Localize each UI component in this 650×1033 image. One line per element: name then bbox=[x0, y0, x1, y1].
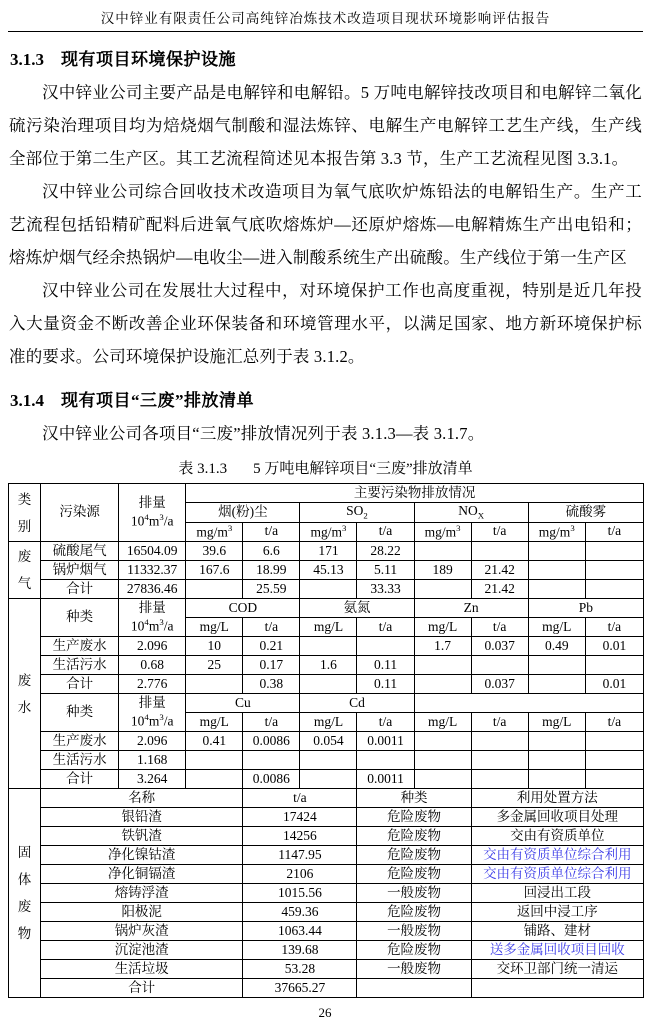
section-title: 现有项目“三废”排放清单 bbox=[61, 391, 254, 410]
table-cell bbox=[300, 675, 357, 694]
group-ammonia: 氨氮 bbox=[300, 599, 414, 618]
table-cell bbox=[528, 770, 585, 789]
table-cell: 5.11 bbox=[357, 561, 414, 580]
table-cell: 铺路、建材 bbox=[471, 922, 643, 941]
table-cell: 1.6 bbox=[300, 656, 357, 675]
section-heading-3-1-3 bbox=[10, 45, 643, 70]
table-cell: 0.037 bbox=[471, 675, 528, 694]
table-row bbox=[9, 979, 644, 998]
table-cell bbox=[300, 637, 357, 656]
table-cell bbox=[585, 542, 643, 561]
table-cell: 171 bbox=[300, 542, 357, 561]
table-cell: mg/L bbox=[414, 618, 471, 637]
table-caption-label: 表 3.1.3 bbox=[178, 461, 228, 477]
table-cell: $mg/m^3$ bbox=[414, 522, 471, 541]
table-row bbox=[9, 694, 644, 713]
table-cell: 沉淀池渣 bbox=[41, 941, 243, 960]
table-cell: 1063.44 bbox=[243, 922, 357, 941]
table-row bbox=[9, 656, 644, 675]
table-cell: 0.68 bbox=[119, 656, 186, 675]
table-cell: 生产废水 bbox=[41, 637, 119, 656]
table-cell: 危险废物 bbox=[357, 827, 471, 846]
table-cell: 合计 bbox=[41, 580, 119, 599]
table-cell: 0.01 bbox=[585, 675, 643, 694]
table-cell: 送多金属回收项目回收 bbox=[471, 941, 643, 960]
table-cell: 2.776 bbox=[119, 675, 186, 694]
group-zn: Zn bbox=[414, 599, 528, 618]
table-cell: 28.22 bbox=[357, 542, 414, 561]
paragraph: 汉中锌业公司综合回收技术改造项目为氧气底吹炉炼铅法的电解铅生产。生产工艺流程包括铅精矿配料后进氧气底吹熔炼炉—还原炉熔炼—电解精炼生产出电铅和；熔炼炉烟气经余热锅炉—电收尘—进入制酸系统生产出硫酸。生产线位于第一生产区 bbox=[9, 182, 642, 267]
table-cell bbox=[528, 542, 585, 561]
table-row bbox=[9, 922, 644, 941]
table-cell: 53.28 bbox=[243, 960, 357, 979]
table-cell: 生产废水 bbox=[41, 732, 119, 751]
table-row bbox=[9, 599, 644, 618]
table-cell: 0.037 bbox=[471, 637, 528, 656]
table-cell: 生活污水 bbox=[41, 656, 119, 675]
table-cell: 阳极泥 bbox=[41, 903, 243, 922]
table-caption-text: 5 万吨电解锌项目“三废”排放清单 bbox=[253, 461, 473, 477]
table-cell: 合计 bbox=[41, 770, 119, 789]
table-cell: 危险废物 bbox=[357, 808, 471, 827]
table-cell: 11332.37 bbox=[119, 561, 186, 580]
table-cell: 0.054 bbox=[300, 732, 357, 751]
table-cell: 1147.95 bbox=[243, 846, 357, 865]
table-cell: 17424 bbox=[243, 808, 357, 827]
paragraph: 汉中锌业公司各项目“三废”排放情况列于表 3.1.3—表 3.1.7。 bbox=[42, 424, 485, 443]
table-cell: 167.6 bbox=[186, 561, 243, 580]
table-cell bbox=[300, 751, 357, 770]
table-cell: 1.7 bbox=[414, 637, 471, 656]
table-row bbox=[9, 637, 644, 656]
table-cell: 139.68 bbox=[243, 941, 357, 960]
table-cell bbox=[585, 580, 643, 599]
table-cell bbox=[471, 656, 528, 675]
header-divider bbox=[8, 31, 643, 32]
section-number: 3.1.3 bbox=[10, 50, 44, 69]
section-title: 现有项目环境保护设施 bbox=[61, 50, 236, 69]
table-cell bbox=[186, 770, 243, 789]
category-waste-water: 废 水 bbox=[9, 599, 41, 789]
table-cell: 多金属回收项目处理 bbox=[471, 808, 643, 827]
table-cell: 21.42 bbox=[471, 561, 528, 580]
table-cell: 2106 bbox=[243, 865, 357, 884]
table-cell: 一般废物 bbox=[357, 884, 471, 903]
table-row bbox=[9, 846, 644, 865]
table-cell: 0.17 bbox=[243, 656, 300, 675]
table-cell: 33.33 bbox=[357, 580, 414, 599]
table-cell bbox=[357, 637, 414, 656]
table-cell bbox=[528, 732, 585, 751]
table-cell bbox=[414, 694, 643, 713]
table-cell: 种类 bbox=[357, 789, 471, 808]
table-cell: 0.0011 bbox=[357, 732, 414, 751]
table-row bbox=[9, 903, 644, 922]
table-row bbox=[9, 770, 644, 789]
table-cell bbox=[357, 979, 471, 998]
table-cell bbox=[471, 770, 528, 789]
table-cell bbox=[243, 751, 300, 770]
table-cell: t/a bbox=[357, 618, 414, 637]
category-solid-waste: 固 体 废 物 bbox=[9, 789, 41, 998]
table-cell: t/a bbox=[357, 522, 414, 541]
table-cell bbox=[528, 561, 585, 580]
table-cell bbox=[528, 656, 585, 675]
table-cell: 2.096 bbox=[119, 732, 186, 751]
table-cell bbox=[528, 751, 585, 770]
group-acid-mist: 硫酸雾 bbox=[528, 503, 643, 523]
table-cell: 0.0086 bbox=[243, 770, 300, 789]
table-cell: 银铅渣 bbox=[41, 808, 243, 827]
table-cell bbox=[300, 770, 357, 789]
table-cell bbox=[585, 561, 643, 580]
table-cell: mg/L bbox=[414, 713, 471, 732]
table-row bbox=[9, 675, 644, 694]
table-cell bbox=[414, 675, 471, 694]
table-cell bbox=[528, 580, 585, 599]
table-cell: 铁钒渣 bbox=[41, 827, 243, 846]
table-cell: t/a bbox=[471, 713, 528, 732]
table-cell: 1015.56 bbox=[243, 884, 357, 903]
table-cell: 回浸出工段 bbox=[471, 884, 643, 903]
table-cell: 18.99 bbox=[243, 561, 300, 580]
table-cell: 一般废物 bbox=[357, 960, 471, 979]
table-cell: 名称 bbox=[41, 789, 243, 808]
table-cell bbox=[585, 656, 643, 675]
table-cell bbox=[414, 770, 471, 789]
table-cell: 净化镍钴渣 bbox=[41, 846, 243, 865]
table-row bbox=[9, 808, 644, 827]
table-cell: t/a bbox=[585, 713, 643, 732]
table-cell: mg/L bbox=[300, 618, 357, 637]
table-cell: t/a bbox=[471, 618, 528, 637]
table-cell: 1.168 bbox=[119, 751, 186, 770]
table-cell: 3.264 bbox=[119, 770, 186, 789]
col-header-volume: 排量 $10^4m^3/a$ bbox=[119, 484, 186, 542]
table-cell: 交由有资质单位综合利用 bbox=[471, 846, 643, 865]
table-cell: $mg/m^3$ bbox=[186, 522, 243, 541]
table-cell: 交由有资质单位综合利用 bbox=[471, 865, 643, 884]
table-cell: 459.36 bbox=[243, 903, 357, 922]
table-row bbox=[9, 941, 644, 960]
table-cell bbox=[414, 542, 471, 561]
table-cell bbox=[300, 580, 357, 599]
table-row bbox=[9, 732, 644, 751]
table-row bbox=[9, 561, 644, 580]
table-cell: 0.38 bbox=[243, 675, 300, 694]
table-cell: t/a bbox=[243, 522, 300, 541]
table-cell: 生活污水 bbox=[41, 751, 119, 770]
group-cd: Cd bbox=[300, 694, 414, 713]
table-cell: 净化铜镉渣 bbox=[41, 865, 243, 884]
table-cell: mg/L bbox=[528, 618, 585, 637]
table-cell: 合计 bbox=[41, 675, 119, 694]
table-cell bbox=[528, 675, 585, 694]
table-cell: 返回中浸工序 bbox=[471, 903, 643, 922]
table-row bbox=[9, 960, 644, 979]
page-number: 26 bbox=[318, 1005, 332, 1020]
table-row bbox=[9, 580, 644, 599]
table-cell: 21.42 bbox=[471, 580, 528, 599]
table-cell bbox=[186, 675, 243, 694]
table-cell: 45.13 bbox=[300, 561, 357, 580]
table-cell: 10 bbox=[186, 637, 243, 656]
table-cell: 39.6 bbox=[186, 542, 243, 561]
table-cell: 锅炉烟气 bbox=[41, 561, 119, 580]
emissions-table bbox=[8, 483, 644, 998]
table-cell: 6.6 bbox=[243, 542, 300, 561]
table-cell: 熔铸浮渣 bbox=[41, 884, 243, 903]
table-row bbox=[9, 484, 644, 503]
table-cell: 16504.09 bbox=[119, 542, 186, 561]
table-cell: 锅炉灰渣 bbox=[41, 922, 243, 941]
col-header-category: 类 别 bbox=[9, 484, 41, 542]
table-cell: 0.21 bbox=[243, 637, 300, 656]
table-cell bbox=[585, 732, 643, 751]
table-cell bbox=[414, 751, 471, 770]
table-cell bbox=[414, 580, 471, 599]
table-cell: mg/L bbox=[186, 618, 243, 637]
col-header-source: 污染源 bbox=[41, 484, 119, 542]
table-cell: t/a bbox=[357, 713, 414, 732]
table-cell: mg/L bbox=[300, 713, 357, 732]
table-cell: t/a bbox=[243, 789, 357, 808]
table-row bbox=[9, 827, 644, 846]
paragraph: 汉中锌业公司主要产品是电解锌和电解铅。5 万吨电解锌技改项目和电解锌二氧化硫污染治理项目均为焙烧烟气制酸和湿法炼锌、电解生产电解锌工艺生产线，生产线全部位于第二生产区。其工艺流程简述见本报告第 3.3 节，生产工艺流程见图 3.3.1。 bbox=[9, 83, 642, 168]
category-waste-gas: 废 气 bbox=[9, 542, 41, 599]
table-cell: 25 bbox=[186, 656, 243, 675]
group-pb: Pb bbox=[528, 599, 643, 618]
table-cell: 排量 $10^4m^3/a$ bbox=[119, 694, 186, 732]
table-cell: 一般废物 bbox=[357, 922, 471, 941]
table-cell bbox=[471, 979, 643, 998]
table-row bbox=[9, 542, 644, 561]
table-cell: 0.01 bbox=[585, 637, 643, 656]
section-number: 3.1.4 bbox=[10, 391, 44, 410]
page-header-title: 汉中锌业有限责任公司高纯锌冶炼技术改造项目现状环境影响评估报告 bbox=[100, 11, 551, 26]
table-cell bbox=[357, 751, 414, 770]
table-cell: t/a bbox=[585, 522, 643, 541]
table-cell bbox=[186, 580, 243, 599]
table-cell: 危险废物 bbox=[357, 941, 471, 960]
table-cell: 利用处置方法 bbox=[471, 789, 643, 808]
table-cell: 0.11 bbox=[357, 656, 414, 675]
table-cell: 0.49 bbox=[528, 637, 585, 656]
group-cu: Cu bbox=[186, 694, 300, 713]
table-cell: 交环卫部门统一清运 bbox=[471, 960, 643, 979]
table-cell: 种类 bbox=[41, 599, 119, 637]
table-cell: 合计 bbox=[41, 979, 243, 998]
table-cell bbox=[585, 751, 643, 770]
table-cell: 0.0011 bbox=[357, 770, 414, 789]
table-cell: t/a bbox=[243, 618, 300, 637]
col-header-pollutants: 主要污染物排放情况 bbox=[186, 484, 644, 503]
table-cell bbox=[471, 732, 528, 751]
table-cell: 0.41 bbox=[186, 732, 243, 751]
group-nox: $NO_X$ bbox=[414, 503, 528, 523]
table-cell: t/a bbox=[471, 522, 528, 541]
table-cell: 27836.46 bbox=[119, 580, 186, 599]
table-cell bbox=[186, 751, 243, 770]
table-cell: 交由有资质单位 bbox=[471, 827, 643, 846]
group-cod: COD bbox=[186, 599, 300, 618]
table-cell: 种类 bbox=[41, 694, 119, 732]
table-cell: 0.0086 bbox=[243, 732, 300, 751]
table-row bbox=[9, 789, 644, 808]
table-cell: 排量 $10^4m^3/a$ bbox=[119, 599, 186, 637]
table-cell: 危险废物 bbox=[357, 846, 471, 865]
table-cell bbox=[414, 656, 471, 675]
table-cell: 189 bbox=[414, 561, 471, 580]
table-cell: $mg/m^3$ bbox=[300, 522, 357, 541]
table-cell: mg/L bbox=[186, 713, 243, 732]
table-row bbox=[9, 751, 644, 770]
paragraph: 汉中锌业公司在发展壮大过程中，对环境保护工作也高度重视，特别是近几年投入大量资金不断改善企业环保装备和环境管理水平，以满足国家、地方新环境保护标准的要求。公司环境保护设施汇总列于表 3.1.2。 bbox=[9, 281, 642, 366]
table-cell bbox=[585, 770, 643, 789]
section-heading-3-1-4 bbox=[10, 386, 643, 411]
table-cell bbox=[471, 751, 528, 770]
table-cell: 25.59 bbox=[243, 580, 300, 599]
table-cell: 危险废物 bbox=[357, 903, 471, 922]
table-cell bbox=[471, 542, 528, 561]
table-row bbox=[9, 884, 644, 903]
table-cell: 生活垃圾 bbox=[41, 960, 243, 979]
table-cell: t/a bbox=[585, 618, 643, 637]
table-cell: 14256 bbox=[243, 827, 357, 846]
table-body bbox=[9, 484, 644, 998]
table-caption bbox=[8, 457, 643, 478]
table-cell: 37665.27 bbox=[243, 979, 357, 998]
table-cell: $mg/m^3$ bbox=[528, 522, 585, 541]
table-cell: 0.11 bbox=[357, 675, 414, 694]
table-cell: 硫酸尾气 bbox=[41, 542, 119, 561]
table-cell: mg/L bbox=[528, 713, 585, 732]
table-cell: t/a bbox=[243, 713, 300, 732]
table-cell: 2.096 bbox=[119, 637, 186, 656]
group-so2: $SO_2$ bbox=[300, 503, 414, 523]
table-cell: 危险废物 bbox=[357, 865, 471, 884]
group-dust: 烟(粉)尘 bbox=[186, 503, 300, 523]
table-row bbox=[9, 865, 644, 884]
table-cell bbox=[414, 732, 471, 751]
